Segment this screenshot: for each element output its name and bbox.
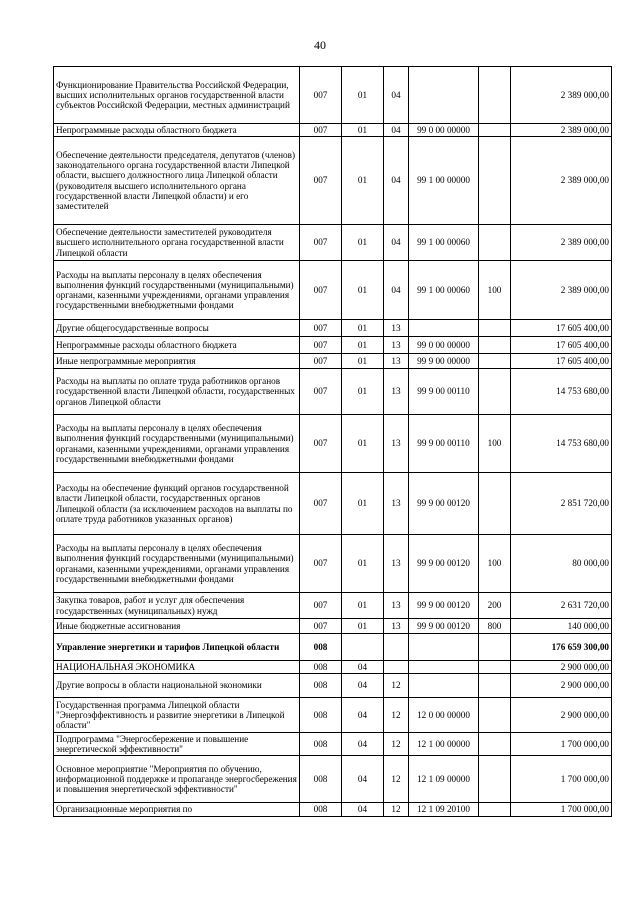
row-section-code: 01 <box>342 137 384 225</box>
row-target-code: 12 1 09 00000 <box>409 756 479 803</box>
table-row <box>54 733 612 756</box>
row-amount: 2 389 000,00 <box>511 137 612 225</box>
row-expense-type <box>479 634 511 661</box>
row-expense-type <box>479 661 511 674</box>
row-admin-code: 007 <box>300 593 342 619</box>
row-subsection-code: 13 <box>384 593 409 619</box>
row-subsection-code: 13 <box>384 354 409 369</box>
row-name: Обеспечение деятельности председателя, депутатов (членов) законодательного органа государственной власти Липецкой области, высшего должностного лица Липецкой области (руководителя высшего исполнительного органа государственной власти Липецкой области) и его заместителей <box>54 137 300 225</box>
row-name: Иные непрограммные мероприятия <box>54 354 300 369</box>
table-row <box>54 674 612 698</box>
row-subsection-code: 13 <box>384 320 409 337</box>
row-amount: 2 900 000,00 <box>511 674 612 698</box>
row-admin-code: 007 <box>300 535 342 593</box>
row-expense-type <box>479 337 511 354</box>
row-target-code <box>409 634 479 661</box>
row-expense-type: 800 <box>479 619 511 634</box>
row-admin-code: 007 <box>300 225 342 261</box>
row-target-code: 99 9 00 00120 <box>409 593 479 619</box>
row-section-code: 01 <box>342 619 384 634</box>
row-amount: 17 605 400,00 <box>511 354 612 369</box>
budget-table <box>53 66 612 817</box>
row-admin-code: 007 <box>300 124 342 137</box>
row-name: Расходы на выплаты персоналу в целях обеспечения выполнения функций государственными (муниципальными) органами, казенными учреждениями, органами управления государственными внебюджетными фондами <box>54 261 300 320</box>
table-row <box>54 67 612 124</box>
row-subsection-code: 13 <box>384 337 409 354</box>
row-amount: 2 631 720,00 <box>511 593 612 619</box>
table-row <box>54 619 612 634</box>
row-admin-code: 007 <box>300 369 342 415</box>
row-admin-code: 007 <box>300 137 342 225</box>
row-amount: 2 900 000,00 <box>511 661 612 674</box>
row-section-code: 01 <box>342 225 384 261</box>
row-subsection-code <box>384 661 409 674</box>
row-name: Государственная программа Липецкой области "Энергоэффективность и развитие энергетики в Липецкой области" <box>54 698 300 733</box>
row-target-code <box>409 661 479 674</box>
row-name: Иные бюджетные ассигнования <box>54 619 300 634</box>
table-row <box>54 320 612 337</box>
row-target-code <box>409 674 479 698</box>
row-amount: 1 700 000,00 <box>511 733 612 756</box>
table-row <box>54 756 612 803</box>
row-admin-code: 008 <box>300 756 342 803</box>
row-expense-type: 100 <box>479 261 511 320</box>
row-admin-code: 007 <box>300 261 342 320</box>
row-amount: 140 000,00 <box>511 619 612 634</box>
row-target-code <box>409 67 479 124</box>
row-section-code: 01 <box>342 593 384 619</box>
row-expense-type <box>479 674 511 698</box>
row-amount: 14 753 680,00 <box>511 369 612 415</box>
row-amount: 2 851 720,00 <box>511 473 612 535</box>
table-row <box>54 369 612 415</box>
table-row <box>54 124 612 137</box>
row-admin-code: 008 <box>300 698 342 733</box>
row-admin-code: 008 <box>300 733 342 756</box>
row-name: Обеспечение деятельности заместителей руководителя высшего исполнительного органа государственной власти Липецкой области <box>54 225 300 261</box>
row-admin-code: 007 <box>300 473 342 535</box>
row-section-code: 04 <box>342 733 384 756</box>
row-expense-type: 100 <box>479 415 511 473</box>
row-admin-code: 007 <box>300 337 342 354</box>
row-subsection-code: 12 <box>384 733 409 756</box>
row-name: Подпрограмма "Энергосбережение и повышение энергетической эффективности" <box>54 733 300 756</box>
row-subsection-code <box>384 634 409 661</box>
row-subsection-code: 04 <box>384 225 409 261</box>
row-target-code: 99 0 00 00000 <box>409 124 479 137</box>
row-subsection-code: 12 <box>384 756 409 803</box>
table-row <box>54 337 612 354</box>
row-subsection-code: 04 <box>384 261 409 320</box>
row-admin-code: 008 <box>300 803 342 817</box>
row-section-code: 04 <box>342 661 384 674</box>
table-row <box>54 473 612 535</box>
row-name: Расходы на обеспечение функций органов государственной власти Липецкой области, государственных органов Липецкой области (за исключением расходов на выплаты по оплате труда работников указанных органов) <box>54 473 300 535</box>
row-section-code: 01 <box>342 369 384 415</box>
row-target-code: 99 9 00 00110 <box>409 369 479 415</box>
row-target-code: 99 9 00 00120 <box>409 473 479 535</box>
row-section-code: 04 <box>342 698 384 733</box>
row-section-code: 04 <box>342 803 384 817</box>
row-target-code: 12 1 09 20100 <box>409 803 479 817</box>
row-expense-type <box>479 320 511 337</box>
row-target-code: 99 1 00 00060 <box>409 225 479 261</box>
row-target-code: 12 0 00 00000 <box>409 698 479 733</box>
row-section-code: 01 <box>342 354 384 369</box>
row-expense-type <box>479 225 511 261</box>
row-amount: 14 753 680,00 <box>511 415 612 473</box>
row-subsection-code: 04 <box>384 67 409 124</box>
row-expense-type <box>479 67 511 124</box>
row-expense-type <box>479 756 511 803</box>
row-expense-type <box>479 137 511 225</box>
row-subsection-code: 12 <box>384 674 409 698</box>
table-row <box>54 803 612 817</box>
row-expense-type <box>479 354 511 369</box>
row-expense-type <box>479 698 511 733</box>
row-admin-code: 007 <box>300 415 342 473</box>
row-admin-code: 007 <box>300 354 342 369</box>
row-amount: 2 900 000,00 <box>511 698 612 733</box>
row-name: Основное мероприятие "Мероприятия по обучению, информационной поддержке и пропаганде энергосбережения и повышения энергетической эффективности" <box>54 756 300 803</box>
row-name: Расходы на выплаты персоналу в целях обеспечения выполнения функций государственными (муниципальными) органами, казенными учреждениями, органами управления государственными внебюджетными фондами <box>54 535 300 593</box>
row-target-code: 99 9 00 00000 <box>409 354 479 369</box>
row-subsection-code: 13 <box>384 473 409 535</box>
row-subsection-code: 13 <box>384 619 409 634</box>
row-name: Другие общегосударственные вопросы <box>54 320 300 337</box>
row-amount: 1 700 000,00 <box>511 756 612 803</box>
table-row <box>54 661 612 674</box>
table-row <box>54 415 612 473</box>
row-name: Функционирование Правительства Российской Федерации, высших исполнительных органов государственной власти субъектов Российской Федерации, местных администраций <box>54 67 300 124</box>
row-amount: 80 000,00 <box>511 535 612 593</box>
row-subsection-code: 13 <box>384 535 409 593</box>
row-target-code: 99 1 00 00060 <box>409 261 479 320</box>
row-section-code: 01 <box>342 67 384 124</box>
row-expense-type <box>479 473 511 535</box>
row-section-code: 04 <box>342 756 384 803</box>
table-row <box>54 137 612 225</box>
table-row <box>54 698 612 733</box>
row-expense-type <box>479 803 511 817</box>
row-subsection-code: 04 <box>384 137 409 225</box>
row-target-code: 99 9 00 00110 <box>409 415 479 473</box>
row-subsection-code: 12 <box>384 803 409 817</box>
row-amount: 1 700 000,00 <box>511 803 612 817</box>
row-admin-code: 008 <box>300 674 342 698</box>
row-name: Непрограммные расходы областного бюджета <box>54 337 300 354</box>
row-expense-type <box>479 369 511 415</box>
row-target-code: 99 1 00 00000 <box>409 137 479 225</box>
row-amount: 2 389 000,00 <box>511 225 612 261</box>
row-admin-code: 007 <box>300 619 342 634</box>
row-subsection-code: 04 <box>384 124 409 137</box>
page-number: 40 <box>314 38 326 52</box>
row-section-code: 01 <box>342 320 384 337</box>
row-expense-type: 200 <box>479 593 511 619</box>
row-subsection-code: 12 <box>384 698 409 733</box>
row-section-code: 01 <box>342 415 384 473</box>
table-row <box>54 535 612 593</box>
row-amount: 17 605 400,00 <box>511 337 612 354</box>
row-name: Закупка товаров, работ и услуг для обеспечения государственных (муниципальных) нужд <box>54 593 300 619</box>
table-row <box>54 261 612 320</box>
table-row <box>54 225 612 261</box>
row-amount: 2 389 000,00 <box>511 261 612 320</box>
row-admin-code: 007 <box>300 320 342 337</box>
row-name: Другие вопросы в области национальной экономики <box>54 674 300 698</box>
row-target-code <box>409 320 479 337</box>
row-expense-type <box>479 733 511 756</box>
row-name: Организационные мероприятия по <box>54 803 300 817</box>
row-section-code: 01 <box>342 124 384 137</box>
row-expense-type <box>479 124 511 137</box>
row-subsection-code: 13 <box>384 415 409 473</box>
row-amount: 17 605 400,00 <box>511 320 612 337</box>
row-section-code: 01 <box>342 261 384 320</box>
row-amount: 176 659 300,00 <box>511 634 612 661</box>
row-admin-code: 008 <box>300 661 342 674</box>
table-row <box>54 354 612 369</box>
row-section-code: 01 <box>342 337 384 354</box>
row-expense-type: 100 <box>479 535 511 593</box>
row-name: Расходы на выплаты персоналу в целях обеспечения выполнения функций государственными (муниципальными) органами, казенными учреждениями, органами управления государственными внебюджетными фондами <box>54 415 300 473</box>
row-target-code: 12 1 00 00000 <box>409 733 479 756</box>
row-amount: 2 389 000,00 <box>511 124 612 137</box>
row-name: Непрограммные расходы областного бюджета <box>54 124 300 137</box>
table-row <box>54 593 612 619</box>
row-name: НАЦИОНАЛЬНАЯ ЭКОНОМИКА <box>54 661 300 674</box>
row-section-code: 04 <box>342 674 384 698</box>
row-name: Расходы на выплаты по оплате труда работников органов государственной власти Липецкой области, государственных органов Липецкой области <box>54 369 300 415</box>
row-target-code: 99 9 00 00120 <box>409 619 479 634</box>
row-admin-code: 008 <box>300 634 342 661</box>
row-name: Управление энергетики и тарифов Липецкой области <box>54 634 300 661</box>
row-admin-code: 007 <box>300 67 342 124</box>
row-target-code: 99 9 00 00120 <box>409 535 479 593</box>
row-section-code <box>342 634 384 661</box>
row-section-code: 01 <box>342 473 384 535</box>
row-section-code: 01 <box>342 535 384 593</box>
row-subsection-code: 13 <box>384 369 409 415</box>
table-row <box>54 634 612 661</box>
row-amount: 2 389 000,00 <box>511 67 612 124</box>
row-target-code: 99 0 00 00000 <box>409 337 479 354</box>
